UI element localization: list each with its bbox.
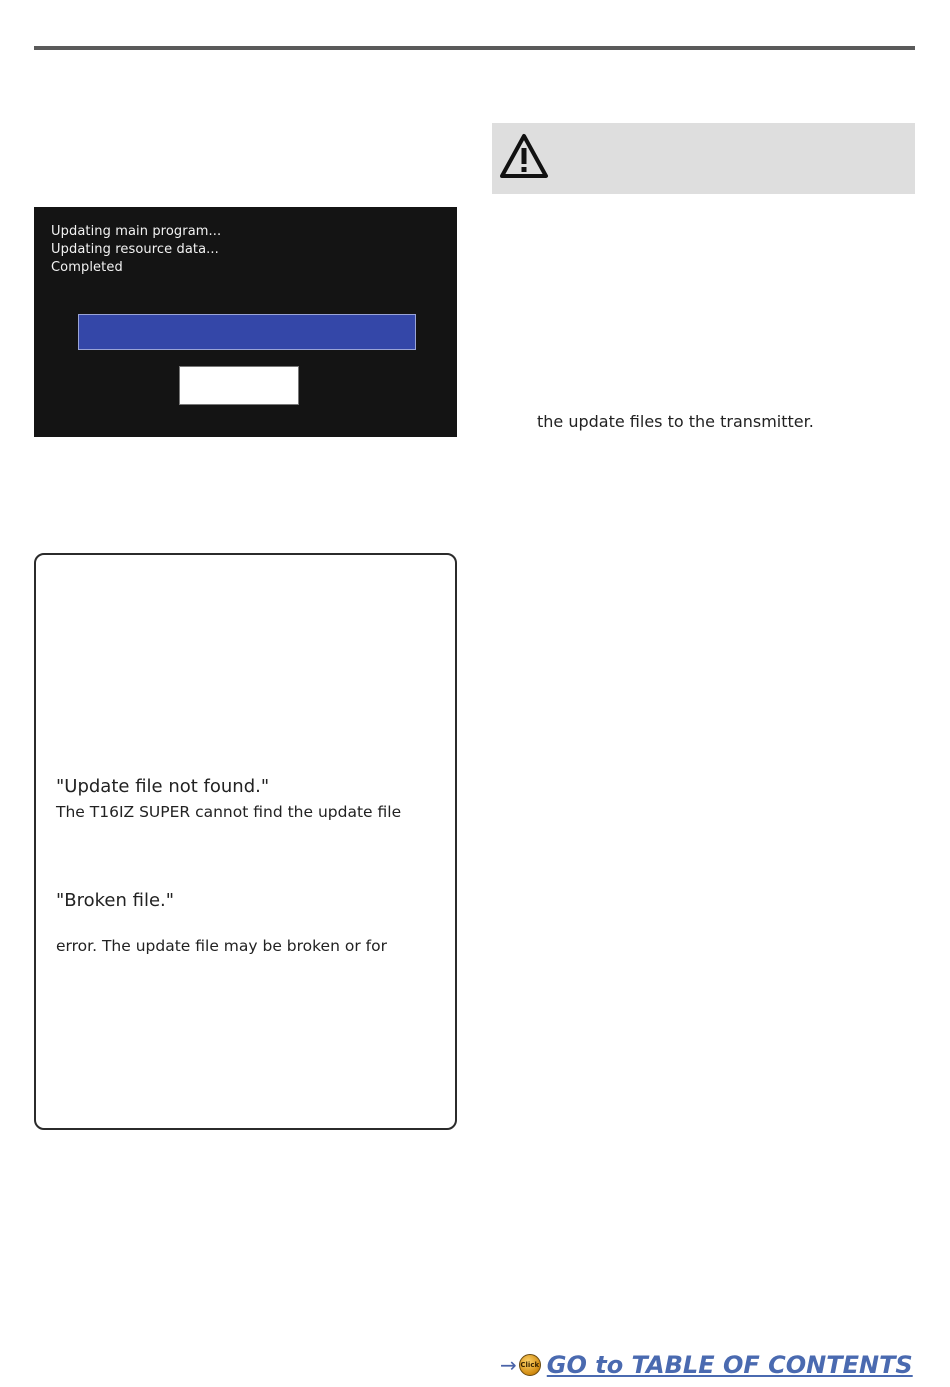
arrow-right-icon: → xyxy=(500,1353,517,1377)
progress-bar xyxy=(78,314,416,350)
msg-broken-file: "Broken file." xyxy=(56,890,175,911)
msg-broken-file-body: error. The update file may be broken or for xyxy=(56,937,387,955)
msg-update-file-not-found-body: The T16IZ SUPER cannot find the update file xyxy=(56,803,402,821)
warning-triangle-icon xyxy=(498,131,550,181)
toc-link[interactable] xyxy=(500,1348,913,1382)
screen-line-completed: Completed xyxy=(51,260,123,275)
error-messages-box xyxy=(34,553,457,1130)
click-icon: Click xyxy=(519,1354,541,1376)
screen-line-main-program: Updating main program... xyxy=(51,224,222,239)
warning-banner xyxy=(492,123,915,194)
body-text-update-files: the update files to the transmitter. xyxy=(537,412,814,431)
msg-update-file-not-found: "Update file not found." xyxy=(56,776,270,797)
top-rule xyxy=(34,46,915,50)
toc-link-label[interactable]: GO to TABLE OF CONTENTS xyxy=(546,1351,913,1379)
update-screen xyxy=(34,207,457,437)
screen-line-resource-data: Updating resource data... xyxy=(51,242,219,257)
confirm-button[interactable] xyxy=(179,366,299,405)
